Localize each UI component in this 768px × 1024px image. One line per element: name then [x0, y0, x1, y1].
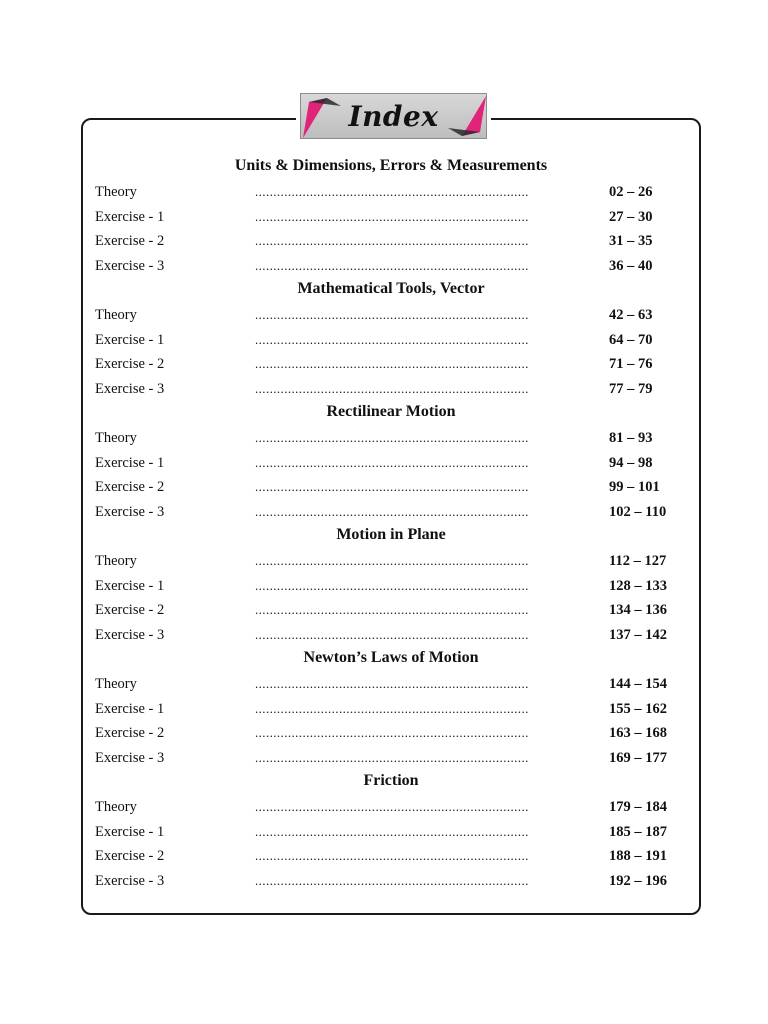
dot-leader: ...........................................................................: [255, 257, 529, 273]
dot-leader: ...........................................................................: [255, 848, 529, 864]
toc-entry-label: Theory: [95, 307, 137, 323]
dot-leader: ...........................................................................: [255, 577, 529, 593]
section-heading: Motion in Plane: [336, 526, 446, 543]
section-heading: Rectilinear Motion: [326, 403, 456, 420]
toc-page-range: 27 – 30: [609, 208, 653, 225]
dot-leader: ...........................................................................: [255, 749, 529, 765]
dot-leader: ...........................................................................: [255, 184, 529, 199]
toc-page-range: 99 – 101: [609, 479, 660, 496]
toc-entry-label: Theory: [95, 553, 137, 569]
toc-row[interactable]: [0, 502, 768, 522]
toc-row[interactable]: [0, 797, 768, 817]
dot-leader: ...........................................................................: [255, 872, 529, 888]
dot-leader: ...........................................................................: [255, 380, 529, 396]
dot-leader: ...........................................................................: [255, 553, 529, 568]
toc-entry-label: Exercise - 3: [95, 872, 165, 889]
dot-leader: ...........................................................................: [255, 208, 529, 224]
toc-page-range: 31 – 35: [609, 233, 653, 250]
toc-row[interactable]: [0, 354, 768, 374]
toc-row[interactable]: [0, 256, 768, 276]
dot-leader: ...........................................................................: [255, 307, 529, 322]
dot-leader: ...........................................................................: [255, 479, 529, 495]
toc-entry-label: Exercise - 2: [95, 602, 165, 619]
dot-leader: ...........................................................................: [255, 823, 529, 839]
toc-page-range: 36 – 40: [609, 257, 653, 274]
dot-leader: ...........................................................................: [255, 676, 529, 691]
toc-page-range: 81 – 93: [609, 430, 653, 446]
toc-entry-label: Exercise - 2: [95, 233, 165, 250]
title-banner-wrap: [296, 91, 491, 143]
toc-row[interactable]: [0, 305, 768, 325]
toc-page-range: 188 – 191: [609, 848, 667, 865]
dot-leader: ...........................................................................: [255, 331, 529, 347]
toc-entry-label: Exercise - 3: [95, 749, 165, 766]
toc-entry-label: Exercise - 1: [95, 208, 165, 225]
toc-entry-label: Exercise - 1: [95, 823, 165, 840]
dot-leader: ...........................................................................: [255, 503, 529, 519]
toc-entry-label: Exercise - 2: [95, 479, 165, 496]
toc-entry-label: Exercise - 1: [95, 700, 165, 717]
section-heading: Units & Dimensions, Errors & Measurements: [234, 157, 548, 174]
toc-page-range: 71 – 76: [609, 356, 653, 373]
toc-row[interactable]: [0, 846, 768, 866]
section-heading: Newton’s Laws of Motion: [303, 649, 479, 666]
toc-page-range: 02 – 26: [609, 184, 653, 200]
toc-row[interactable]: [0, 625, 768, 645]
dot-leader: ...........................................................................: [255, 626, 529, 642]
toc-page-range: 77 – 79: [609, 380, 653, 397]
dot-leader: ...........................................................................: [255, 233, 529, 249]
toc-entry-label: Exercise - 3: [95, 257, 165, 274]
toc-page-range: 112 – 127: [609, 553, 667, 569]
toc-row[interactable]: [0, 748, 768, 768]
toc-row[interactable]: [0, 674, 768, 694]
toc-entry-label: Exercise - 2: [95, 356, 165, 373]
dot-leader: ...........................................................................: [255, 454, 529, 470]
toc-page-range: 94 – 98: [609, 454, 653, 471]
toc-row[interactable]: [0, 207, 768, 227]
toc-row[interactable]: [0, 600, 768, 620]
dot-leader: ...........................................................................: [255, 700, 529, 716]
toc-entry-label: Theory: [95, 430, 137, 446]
toc-entry-label: Exercise - 1: [95, 577, 165, 594]
toc-entry-label: Exercise - 3: [95, 503, 165, 520]
toc-page-range: 134 – 136: [609, 602, 667, 619]
toc-row[interactable]: [0, 379, 768, 399]
section-heading: Mathematical Tools, Vector: [297, 280, 485, 297]
toc-row[interactable]: [0, 428, 768, 448]
section-heading: Friction: [363, 772, 419, 789]
toc-page-range: 155 – 162: [609, 700, 667, 717]
toc-entry-label: Exercise - 3: [95, 380, 165, 397]
toc-entry-label: Exercise - 1: [95, 454, 165, 471]
toc-entry-label: Theory: [95, 676, 137, 692]
toc-row[interactable]: [0, 699, 768, 719]
toc-entry-label: Theory: [95, 184, 137, 200]
toc-page-range: 128 – 133: [609, 577, 667, 594]
toc-row[interactable]: [0, 330, 768, 350]
dot-leader: ...........................................................................: [255, 602, 529, 618]
toc-entry-label: Exercise - 1: [95, 331, 165, 348]
toc-page-range: 42 – 63: [609, 307, 653, 323]
toc-row[interactable]: [0, 871, 768, 891]
toc-page-range: 64 – 70: [609, 331, 653, 348]
toc-row[interactable]: [0, 723, 768, 743]
toc-entry-label: Exercise - 3: [95, 626, 165, 643]
toc-page-range: 102 – 110: [609, 503, 667, 520]
toc-row[interactable]: [0, 477, 768, 497]
toc-page-range: 137 – 142: [609, 626, 667, 643]
toc-entry-label: Exercise - 2: [95, 848, 165, 865]
toc-page-range: 185 – 187: [609, 823, 667, 840]
page-title: Index: [348, 100, 439, 133]
toc-row[interactable]: [0, 551, 768, 571]
toc-row[interactable]: [0, 453, 768, 473]
toc-page-range: 163 – 168: [609, 725, 667, 742]
dot-leader: ...........................................................................: [255, 430, 529, 445]
dot-leader: ...........................................................................: [255, 356, 529, 372]
toc-page-range: 144 – 154: [609, 676, 667, 692]
dot-leader: ...........................................................................: [255, 799, 529, 814]
toc-row[interactable]: [0, 822, 768, 842]
toc-row[interactable]: [0, 231, 768, 251]
toc-row[interactable]: [0, 576, 768, 596]
toc-page-range: 179 – 184: [609, 799, 667, 815]
toc-page-range: 192 – 196: [609, 872, 667, 889]
toc-row[interactable]: [0, 182, 768, 202]
title-banner: [300, 93, 487, 139]
toc-entry-label: Theory: [95, 799, 137, 815]
toc-page-range: 169 – 177: [609, 749, 667, 766]
toc-entry-label: Exercise - 2: [95, 725, 165, 742]
dot-leader: ...........................................................................: [255, 725, 529, 741]
